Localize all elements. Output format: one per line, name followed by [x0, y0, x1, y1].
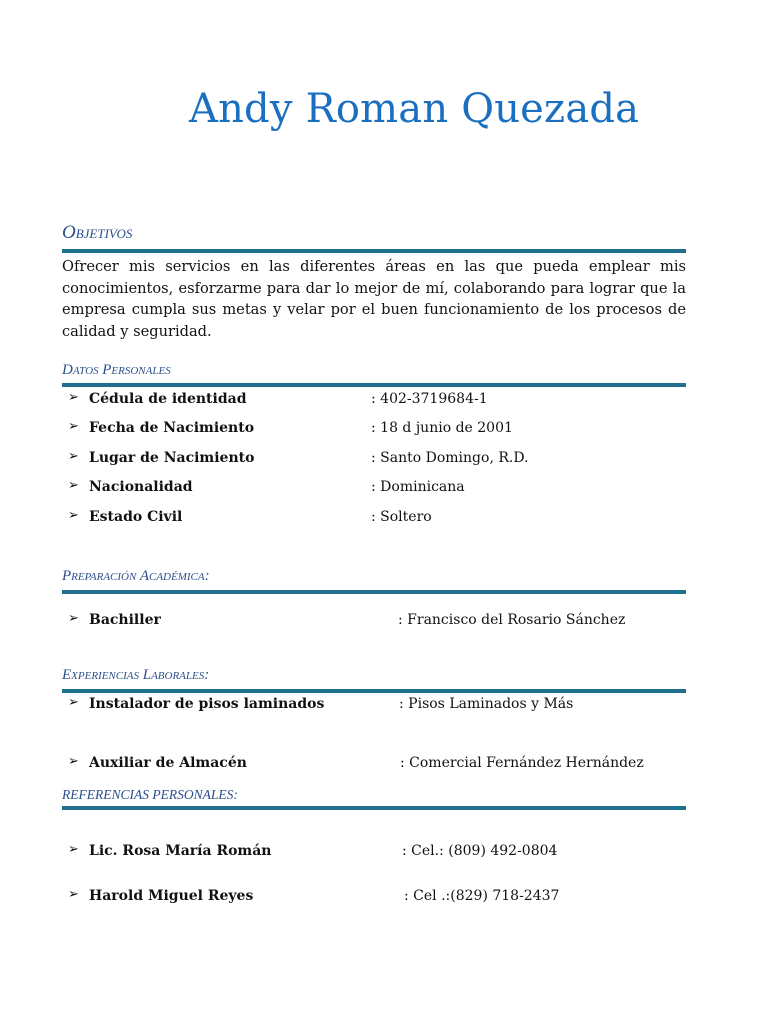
field-label: Lugar de Nacimiento	[89, 450, 255, 466]
section-rule-experiencias	[62, 689, 686, 693]
arrow-bullet-icon: ➢	[68, 390, 79, 405]
field-value: : Soltero	[371, 509, 432, 525]
section-title-datos-personales: Datos Personales	[62, 362, 171, 378]
field-label: Bachiller	[89, 612, 161, 628]
objetivos-text: Ofrecer mis servicios en las diferentes áreas en las que pueda emplear mis conocimientos, esforzarme para dar lo mejor de mí, colaborando para lograr que la empresa cumpla sus metas y velar por el buen funcionamiento de los procesos de calidad y seguridad.	[62, 258, 686, 340]
field-value: : 18 d junio de 2001	[371, 420, 513, 436]
field-label: Harold Miguel Reyes	[89, 888, 254, 904]
field-label: Nacionalidad	[89, 479, 193, 495]
field-value: : Dominicana	[371, 479, 465, 495]
section-rule-preparacion	[62, 590, 686, 594]
arrow-bullet-icon: ➢	[68, 419, 79, 434]
section-title-referencias: REFERENCIAS PERSONALES:	[62, 787, 238, 802]
arrow-bullet-icon: ➢	[68, 695, 79, 710]
field-label: Fecha de Nacimiento	[89, 420, 255, 436]
field-label: Auxiliar de Almacén	[89, 755, 247, 771]
section-title-experiencias: Experiencias Laborales:	[62, 667, 210, 683]
arrow-bullet-icon: ➢	[68, 842, 79, 857]
section-title-objetivos: Objetivos	[62, 222, 133, 243]
field-value: : Pisos Laminados y Más	[399, 696, 574, 712]
arrow-bullet-icon: ➢	[68, 887, 79, 902]
arrow-bullet-icon: ➢	[68, 478, 79, 493]
field-value: : Cel.: (809) 492-0804	[402, 843, 558, 859]
field-label: Instalador de pisos laminados	[89, 696, 325, 712]
field-label: Cédula de identidad	[89, 391, 247, 407]
field-label: Lic. Rosa María Román	[89, 843, 272, 859]
arrow-bullet-icon: ➢	[68, 754, 79, 769]
arrow-bullet-icon: ➢	[68, 611, 79, 626]
section-rule-referencias	[62, 806, 686, 810]
field-value: : Francisco del Rosario Sánchez	[398, 612, 626, 628]
field-label: Estado Civil	[89, 509, 183, 525]
section-rule-objetivos	[62, 249, 686, 253]
section-rule-datos-personales	[62, 383, 686, 387]
arrow-bullet-icon: ➢	[68, 508, 79, 523]
field-value: : 402-3719684-1	[371, 391, 488, 407]
candidate-name: Andy Roman Quezada	[189, 86, 640, 132]
arrow-bullet-icon: ➢	[68, 449, 79, 464]
field-value: : Santo Domingo, R.D.	[371, 450, 529, 466]
field-value: : Comercial Fernández Hernández	[400, 755, 644, 771]
section-title-preparacion: Preparación Académica:	[62, 568, 210, 584]
field-value: : Cel .:(829) 718-2437	[404, 888, 560, 904]
